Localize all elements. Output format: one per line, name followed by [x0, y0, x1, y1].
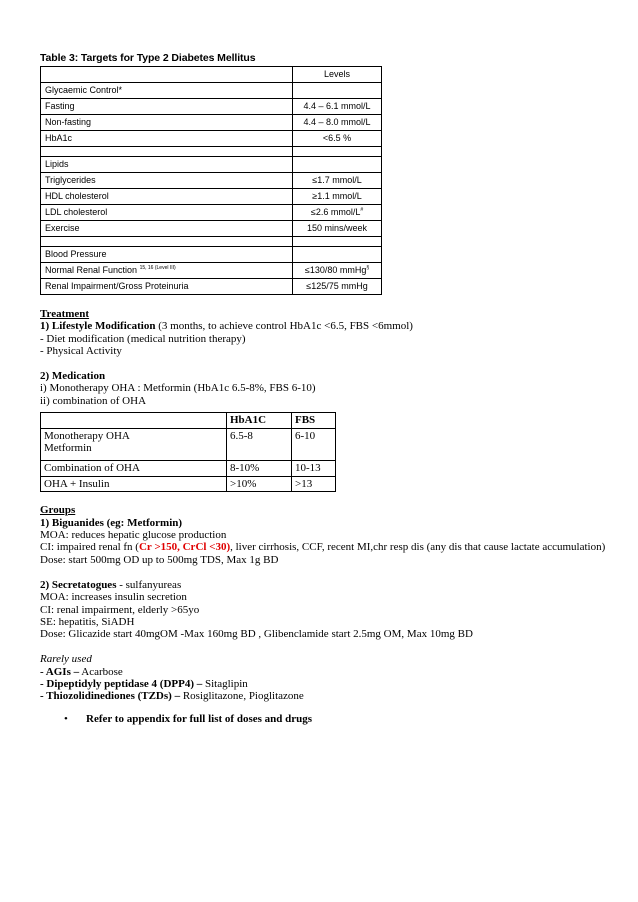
- table3-label: Non-fasting: [41, 115, 293, 131]
- table3-label: Glycaemic Control*: [41, 83, 293, 99]
- table-row: [41, 476, 336, 491]
- appendix-note: Refer to appendix for full list of doses and drugs: [86, 712, 313, 725]
- table3-label: HDL cholesterol: [41, 189, 293, 205]
- table-row: [41, 205, 382, 221]
- table-cell: >13: [292, 476, 336, 491]
- table3-label: Lipids: [41, 157, 293, 173]
- biguanides-dose: Dose: start 500mg OD up to 500mg TDS, Max 1g BD: [40, 553, 279, 566]
- table-row: [41, 189, 382, 205]
- table3-value: 4.4 – 6.1 mmol/L: [293, 99, 382, 115]
- treatment-heading: Treatment: [40, 308, 90, 320]
- table-cell: Combination of OHA: [41, 461, 227, 476]
- table-row: [41, 67, 382, 83]
- table3-value: ≤125/75 mmHg: [293, 279, 382, 295]
- secretagogues-title: 2) Secretatogues: [40, 578, 117, 591]
- normal-renal-footnote: 15, 16 (Level III): [139, 265, 176, 271]
- table-cell: 6-10: [292, 428, 336, 461]
- document-body: [40, 308, 630, 725]
- medication-title: 2) Medication: [40, 370, 106, 383]
- list-item: - Physical Activity: [40, 345, 122, 358]
- table3-value: 4.4 – 8.0 mmol/L: [293, 115, 382, 131]
- table3-label: Triglycerides: [41, 173, 293, 189]
- bullet-icon: •: [64, 712, 68, 725]
- table-row: [41, 413, 336, 428]
- table3-label: HbA1c: [41, 131, 293, 147]
- table3-header-levels: Levels: [293, 67, 382, 83]
- tzd-label: - Thiozolidinediones (TZDs) –: [40, 690, 181, 703]
- table3-label: Renal Impairment/Gross Proteinuria: [41, 279, 293, 295]
- agis-label: - AGIs –: [40, 665, 80, 678]
- groups-heading: Groups: [40, 504, 76, 517]
- table-row: [41, 157, 382, 173]
- bp-footnote-mark: §: [366, 265, 370, 271]
- table3-value: ≤1.7 mmol/L: [293, 173, 382, 189]
- table3-value: ≤2.6 mmol/L: [310, 207, 361, 217]
- table3-value: [293, 157, 382, 173]
- lifestyle-title: 1) Lifestyle Modification: [40, 320, 156, 333]
- list-item: - Diet modification (medical nutrition therapy): [40, 332, 246, 345]
- table-row: [41, 247, 382, 263]
- table3-label: Exercise: [41, 221, 293, 237]
- secretagogues-sub: - sulfanyureas: [116, 578, 182, 591]
- table-cell: 6.5-8: [227, 428, 292, 461]
- column-header: FBS: [292, 413, 336, 428]
- table-cell: Metformin: [44, 442, 92, 455]
- dpp4-value: Sitaglipin: [202, 677, 248, 690]
- table3-label: LDL cholesterol: [41, 205, 293, 221]
- table-spacer-row: [41, 147, 382, 157]
- table-cell: 8-10%: [227, 461, 292, 476]
- table-row: [41, 263, 382, 279]
- table-row: [41, 173, 382, 189]
- table-cell: 10-13: [292, 461, 336, 476]
- table3-value: [293, 247, 382, 263]
- lifestyle-note: (3 months, to achieve control HbA1c <6.5, FBS <6mmol): [155, 320, 413, 333]
- table3-title: Table 3: Targets for Type 2 Diabetes Mellitus: [40, 52, 256, 64]
- dpp4-label: - Dipeptidyly peptidase 4 (DPP4) –: [40, 677, 203, 690]
- list-item: [40, 713, 630, 725]
- table-row: [41, 428, 336, 461]
- table3-value: [293, 83, 382, 99]
- agis-value: Acarbose: [79, 665, 123, 678]
- table-row: [41, 279, 382, 295]
- rarely-used-label: Rarely used: [40, 653, 92, 666]
- biguanides-ci-pre: CI: impaired renal fn (: [40, 541, 139, 554]
- secretagogues-dose: Dose: Glicazide start 40mgOM -Max 160mg BD , Glibenclamide start 2.5mg OM, Max 10mg BD: [40, 628, 473, 641]
- table-cell: Monotherapy OHA: [44, 429, 130, 442]
- secretagogues-ci: CI: renal impairment, elderly >65yo: [40, 603, 200, 616]
- secretagogues-moa: MOA: increases insulin secretion: [40, 591, 187, 604]
- list-item: ii) combination of OHA: [40, 394, 147, 407]
- biguanides-moa: MOA: reduces hepatic glucose production: [40, 529, 227, 542]
- oha-table: [40, 412, 336, 492]
- column-header: HbA1C: [227, 413, 292, 428]
- table-cell: OHA + Insulin: [41, 476, 227, 491]
- list-item: i) Monotherapy OHA : Metformin (HbA1c 6.5-8%, FBS 6-10): [40, 382, 316, 395]
- table3-value: ≥1.1 mmol/L: [293, 189, 382, 205]
- table3-label: Blood Pressure: [41, 247, 293, 263]
- table-cell: >10%: [227, 476, 292, 491]
- biguanides-title: 1) Biguanides (eg: Metformin): [40, 516, 183, 529]
- tzd-value: Rosiglitazone, Pioglitazone: [180, 690, 304, 703]
- table-row: [41, 131, 382, 147]
- table-row: [41, 83, 382, 99]
- table-row: [41, 99, 382, 115]
- targets-table: [40, 66, 382, 295]
- biguanides-ci-highlight: Cr >150, CrCl <30): [138, 541, 231, 554]
- table-row: [41, 461, 336, 476]
- secretagogues-se: SE: hepatitis, SiADH: [40, 615, 135, 628]
- table3-value: <6.5 %: [293, 131, 382, 147]
- biguanides-ci-post: , liver cirrhosis, CCF, recent MI,chr resp dis (any dis that cause lactate accumulation): [230, 541, 606, 554]
- table3-label: Fasting: [41, 99, 293, 115]
- table3-value: 150 mins/week: [293, 221, 382, 237]
- table-spacer-row: [41, 237, 382, 247]
- table-row: [41, 115, 382, 131]
- table3-value: ≤130/80 mmHg: [304, 265, 367, 275]
- table3-label: Normal Renal Function: [45, 265, 138, 275]
- ldl-footnote-mark: #: [360, 207, 364, 213]
- table-row: [41, 221, 382, 237]
